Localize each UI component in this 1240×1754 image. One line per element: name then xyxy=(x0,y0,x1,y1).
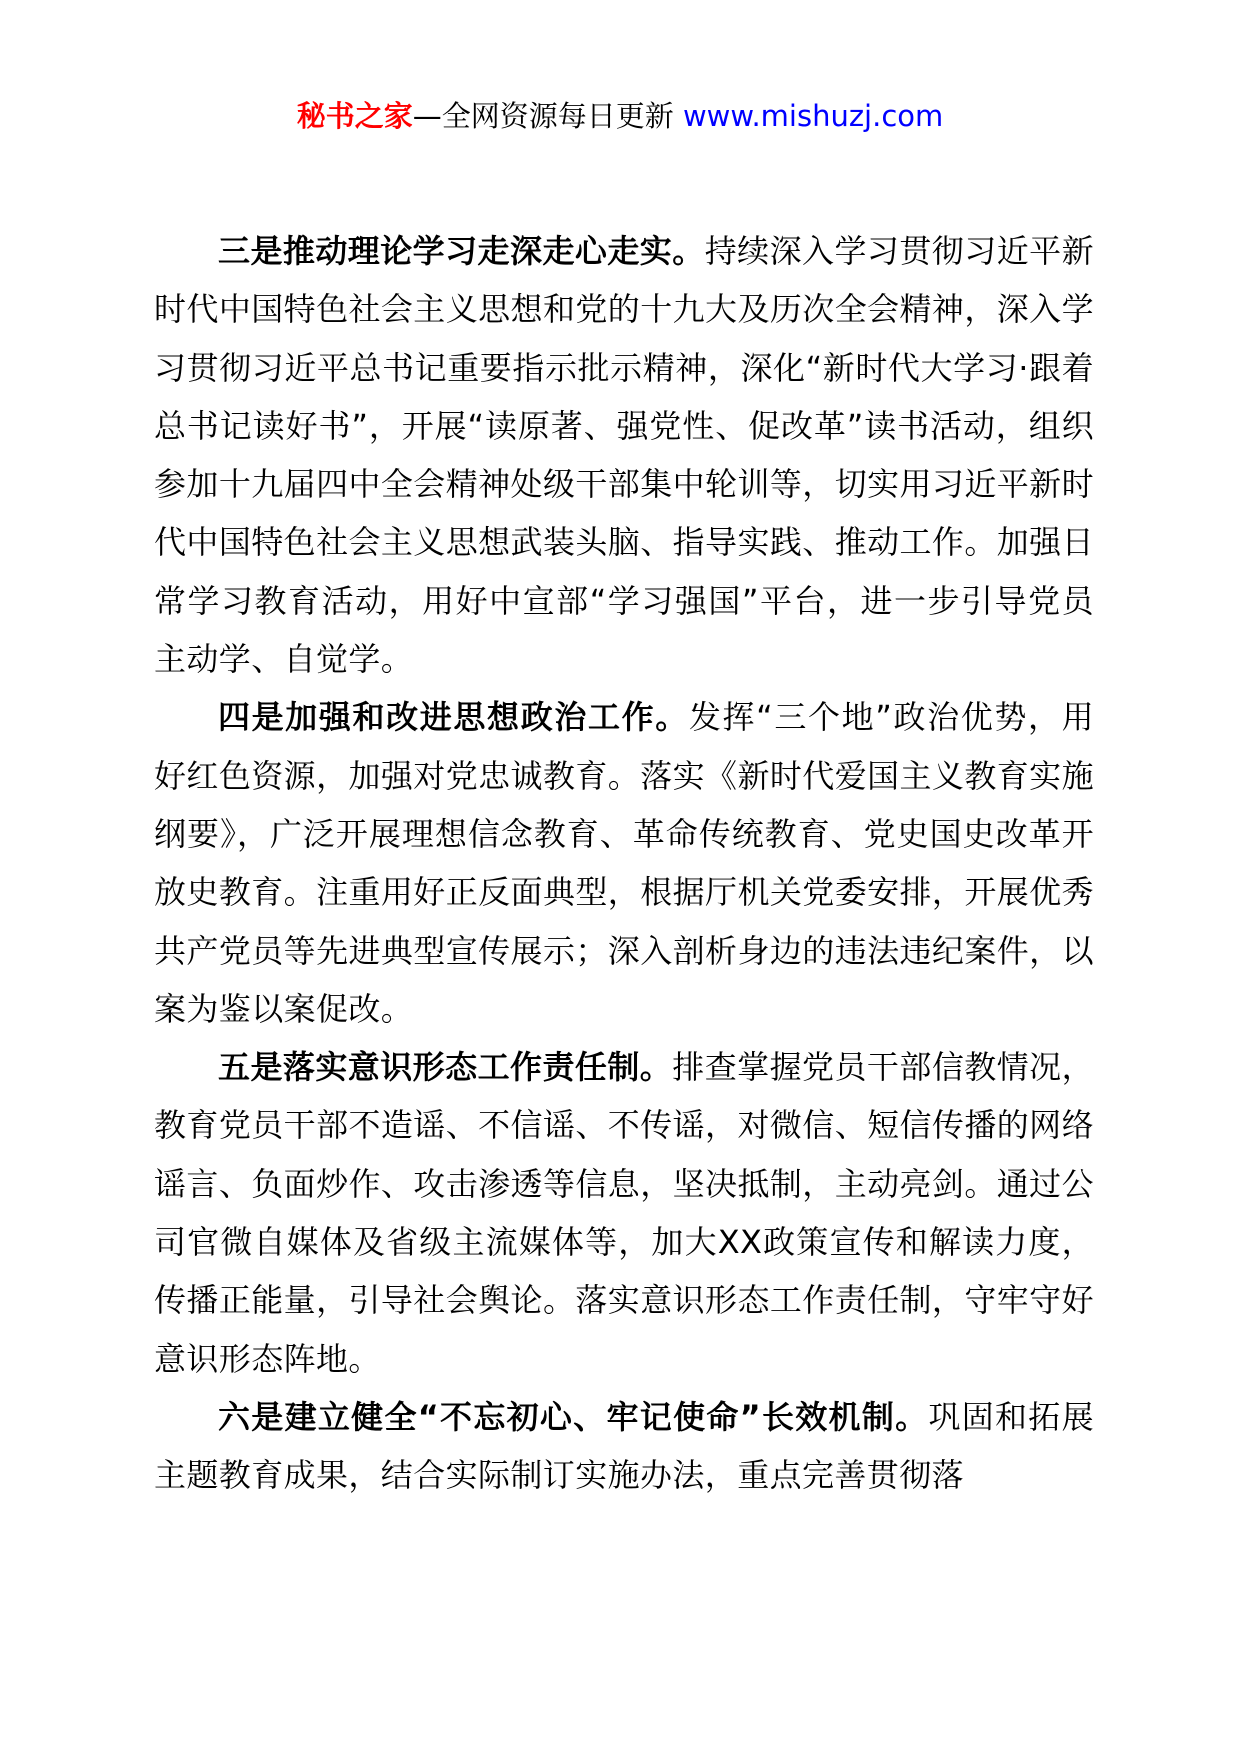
header-tagline: —全网资源每日更新 xyxy=(412,99,683,133)
paragraph-lead: 四是加强和改进思想政治工作。 xyxy=(218,698,689,737)
paragraph-5 xyxy=(154,1038,1094,1388)
site-url: www.mishuzj.com xyxy=(682,99,944,133)
paragraph-text: 排查掌握党员干部信教情况，教育党员干部不造谣、不信谣、不传谣，对微信、短信传播的网络谣言、负面炒作、攻击渗透等信息，坚决抵制，主动亮剑。通过公司官微自媒体及省级主流媒体等，加大XX政策宣传和解读力度，传播正能量，引导社会舆论。落实意识形态工作责任制，守牢守好意识形态阵地。 xyxy=(154,1048,1094,1378)
paragraph-lead: 六是建立健全“不忘初心、牢记使命”长效机制。 xyxy=(218,1397,929,1436)
brand-name: 秘书之家 xyxy=(296,99,413,133)
paragraph-text: 巩固和拓展主题教育成果，结合实际制订实施办法，重点完善贯彻落 xyxy=(154,1397,1094,1495)
paragraph-lead: 五是落实意识形态工作责任制。 xyxy=(218,1048,673,1087)
paragraph-lead: 三是推动理论学习走深走心走实。 xyxy=(218,232,705,270)
paragraph-3 xyxy=(154,222,1094,688)
site-header xyxy=(0,96,1240,136)
paragraph-4 xyxy=(154,688,1094,1038)
paragraph-6 xyxy=(154,1388,1094,1505)
document-body xyxy=(154,222,1094,1505)
paragraph-text: 持续深入学习贯彻习近平新时代中国特色社会主义思想和党的十九大及历次全会精神，深入学习贯彻习近平总书记重要指示批示精神，深化“新时代大学习·跟着总书记读好书”，开展“读原著、强党性、促改革”读书活动，组织参加十九届四中全会精神处级干部集中轮训等，切实用习近平新时代中国特色社会主义思想武装头脑、指导实践、推动工作。加强日常学习教育活动，用好中宣部“学习强国”平台，进一步引导党员主动学、自觉学。 xyxy=(154,232,1094,679)
paragraph-text: 发挥“三个地”政治优势，用好红色资源，加强对党忠诚教育。落实《新时代爱国主义教育实施纲要》，广泛开展理想信念教育、革命传统教育、党史国史改革开放史教育。注重用好正反面典型，根据厅机关党委安排，开展优秀共产党员等先进典型宣传展示；深入剖析身边的违法违纪案件，以案为鉴以案促改。 xyxy=(154,698,1094,1028)
